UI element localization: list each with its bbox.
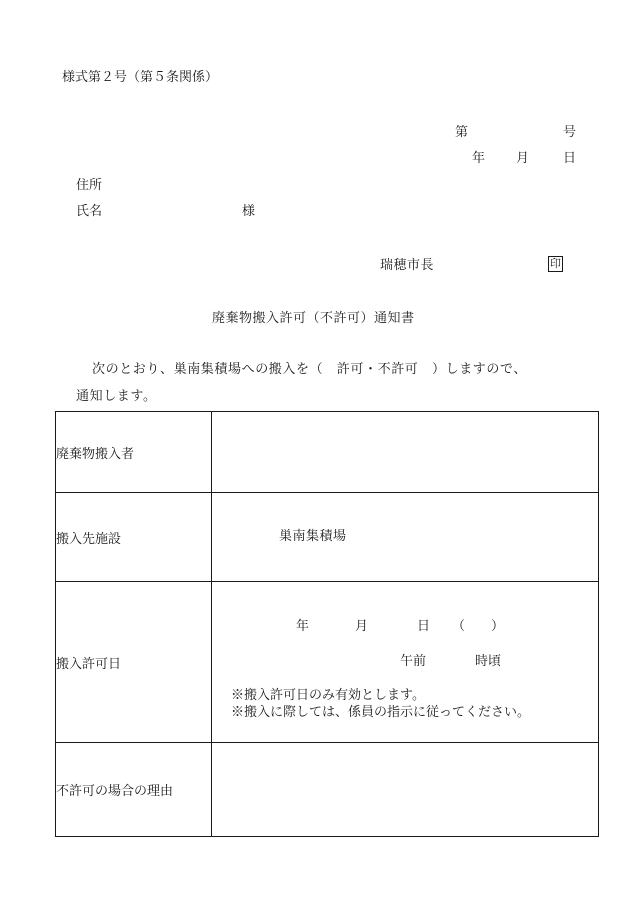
permit-date-cell bbox=[212, 582, 599, 743]
permit-weekday-parens: （ ） bbox=[452, 619, 505, 634]
body-text-line2: 通知します。 bbox=[76, 389, 157, 404]
form-number: 様式第２号（第５条関係） bbox=[62, 70, 219, 85]
body-text-line1: 次のとおり、巣南集積場への搬入を（ 許可・不許可 ）しますので、 bbox=[92, 362, 527, 377]
destination-facility-label: 搬入先施設 bbox=[56, 493, 212, 582]
document-number-prefix: 第 bbox=[455, 125, 469, 140]
permit-am-label: 午前 bbox=[400, 654, 427, 669]
permit-month-label: 月 bbox=[355, 619, 369, 634]
date-day-label: 日 bbox=[563, 151, 577, 166]
document-number-suffix: 号 bbox=[563, 125, 577, 140]
permit-time-label: 時頃 bbox=[475, 654, 502, 669]
honorific-label: 様 bbox=[242, 204, 256, 219]
seal-stamp: 印 bbox=[550, 257, 561, 270]
permit-year-label: 年 bbox=[296, 619, 310, 634]
permit-day-label: 日 bbox=[417, 619, 431, 634]
date-month-label: 月 bbox=[516, 151, 530, 166]
destination-facility-value: 巣南集積場 bbox=[279, 529, 347, 544]
permit-note-follow-staff: ※搬入に際しては、係員の指示に従ってください。 bbox=[231, 705, 531, 720]
date-year-label: 年 bbox=[472, 151, 486, 166]
issuer-mayor: 瑞穂市長 bbox=[380, 258, 435, 273]
notice-table bbox=[55, 411, 599, 837]
table-row bbox=[56, 582, 599, 743]
waste-carrier-label: 廃棄物搬入者 bbox=[56, 412, 212, 493]
table-row bbox=[56, 493, 599, 582]
name-label: 氏名 bbox=[76, 204, 103, 219]
rejection-reason-value bbox=[212, 743, 599, 837]
destination-facility-cell bbox=[212, 493, 599, 582]
permit-note-valid-date: ※搬入許可日のみ有効とします。 bbox=[231, 688, 425, 703]
rejection-reason-label: 不許可の場合の理由 bbox=[56, 743, 212, 837]
document-title: 廃棄物搬入許可（不許可）通知書 bbox=[212, 311, 415, 326]
address-label: 住所 bbox=[76, 178, 103, 193]
permit-date-label: 搬入許可日 bbox=[56, 582, 212, 743]
table-row bbox=[56, 412, 599, 493]
waste-carrier-value bbox=[212, 412, 599, 493]
table-row bbox=[56, 743, 599, 837]
